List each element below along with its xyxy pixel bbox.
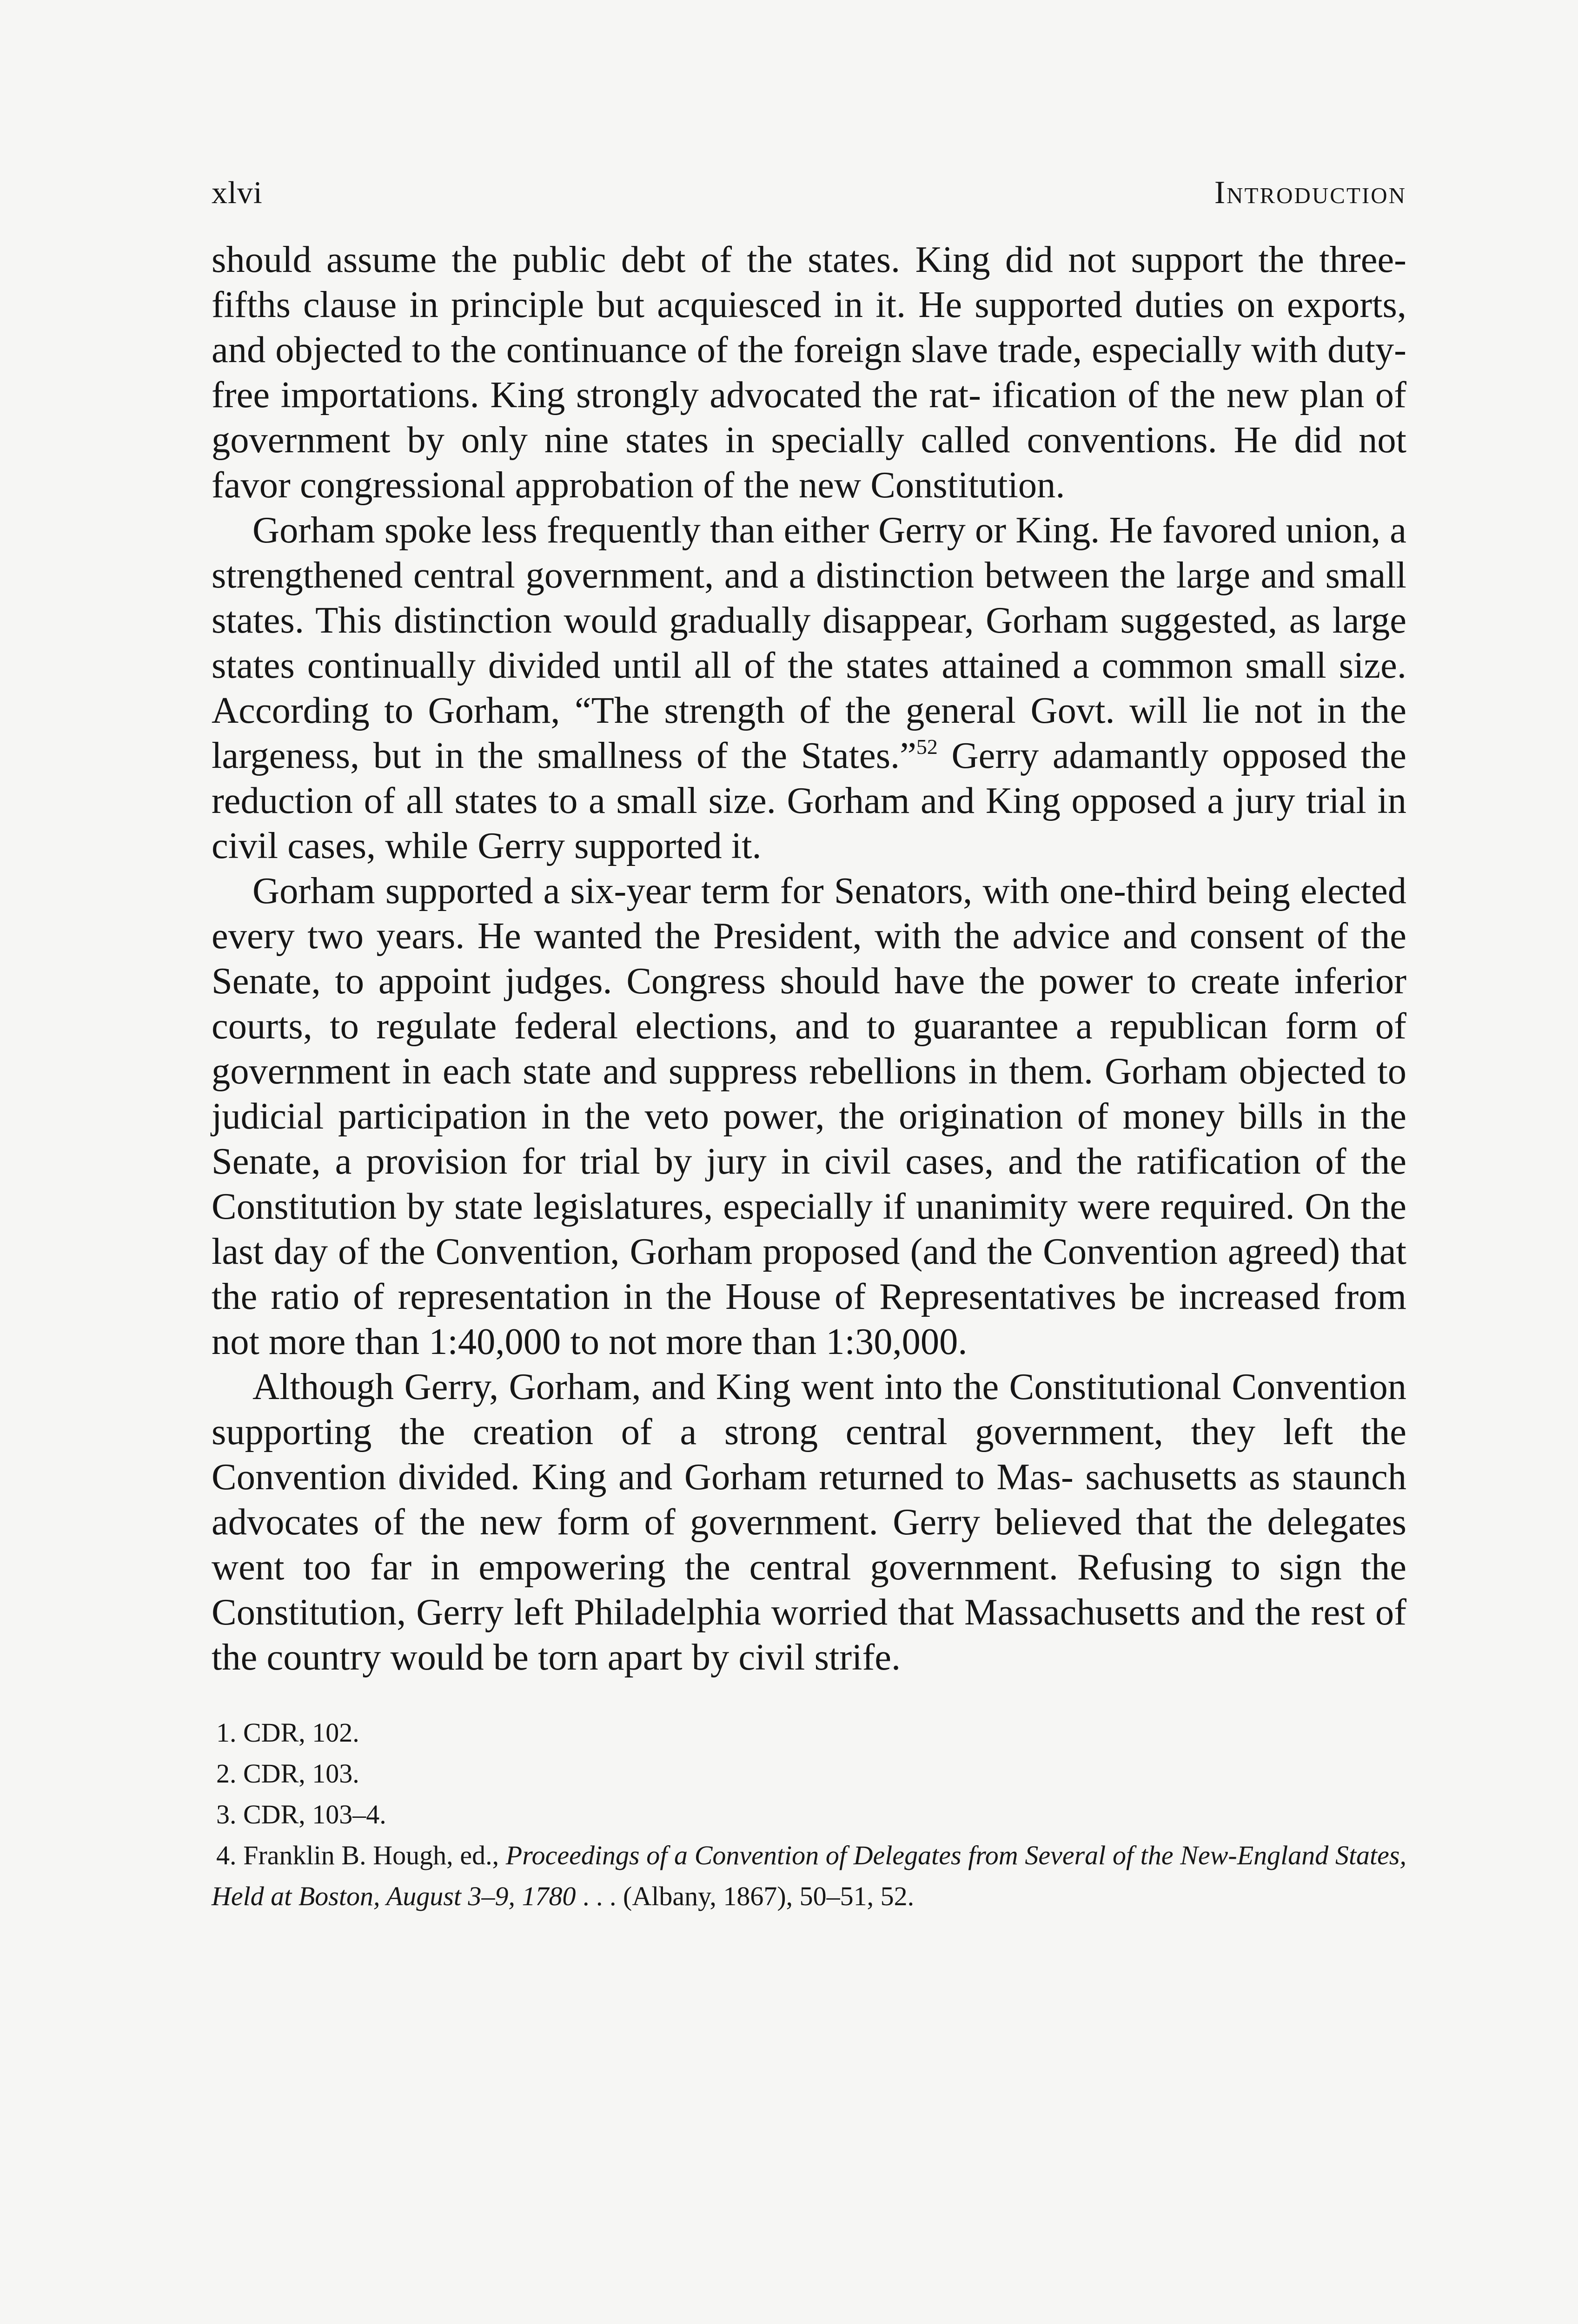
body-text <box>212 237 1406 1680</box>
endnote-3: 3. CDR, 103–4. <box>216 1799 386 1829</box>
paragraph-2-text-cont: Gerry adamantly opposed the reduction of all states to a small size. Gorham and King opposed a jury trial in civil cases, while Gerry supported it. <box>212 735 1406 866</box>
endnote-4-title: Proceedings of a Convention of Delegates from Several of the New-England States, Held at Boston, August 3–9, 1780 <box>212 1840 1406 1911</box>
page-number: xlvi <box>212 175 263 210</box>
running-title: Introduction <box>1214 175 1406 211</box>
endnote-1: 1. CDR, 102. <box>216 1717 359 1748</box>
endnote-2: 2. CDR, 103. <box>216 1758 359 1789</box>
running-head <box>212 177 1406 232</box>
paragraph-4: Although Gerry, Gorham, and King went into the Constitutional Convention supporting the creation of a strong central government, they left the Convention divided. King and Gorham returned to Mas- sachusetts as staunch advocates of the new form of government. Gerry believed that the delegates went too far in empowering the central government. Refusing to sign the Constitution, Gerry left Philadelphia worried that Massachusetts and the rest of the country would be torn apart by civil strife. <box>212 1366 1406 1678</box>
paragraph-2-text: Gorham spoke less frequently than either Gerry or King. He favored union, a strengthened central government, and a distinction between the large and small states. This distinction would gradually disappear, Gorham suggested, as large states continually divided until all of the states attained a common small size. According to Gorham, “The strength of the general Govt. will lie not in the largeness, but in the smallness of the States.” <box>212 509 1406 776</box>
paragraph-1: should assume the public debt of the states. King did not support the three-fifths clause in principle but acquiesced in it. He supported duties on exports, and objected to the continuance of the foreign slave trade, especially with duty-free importations. King strongly advocated the rat- ification of the new plan of government by only nine states in specially called conventions. He did not favor congressional approbation of the new Constitution. <box>212 239 1406 506</box>
book-page <box>212 177 1406 1917</box>
endnote-4 <box>212 1835 1406 1917</box>
paragraph-2 <box>212 508 1406 868</box>
endnotes <box>212 1712 1406 1917</box>
paragraph-3: Gorham supported a six-year term for Senators, with one-third being elected every two years. He wanted the President, with the advice and consent of the Senate, to appoint judges. Congress should have the power to create inferior courts, to regulate federal elections, and to guarantee a republican form of government in each state and suppress rebellions in them. Gorham objected to judicial participation in the veto power, the origination of money bills in the Senate, a provision for trial by jury in civil cases, and the ratification of the Constitution by state legislatures, especially if unanimity were required. On the last day of the Convention, Gorham proposed (and the Convention agreed) that the ratio of representation in the House of Representatives be increased from not more than 1:40,000 to not more than 1:30,000. <box>212 870 1406 1362</box>
endnote-4-lead: 4. Franklin B. Hough, ed., <box>216 1840 506 1870</box>
endnote-4-tail: . . . (Albany, 1867), 50–51, 52. <box>576 1881 915 1911</box>
footnote-reference: 52 <box>916 735 938 759</box>
